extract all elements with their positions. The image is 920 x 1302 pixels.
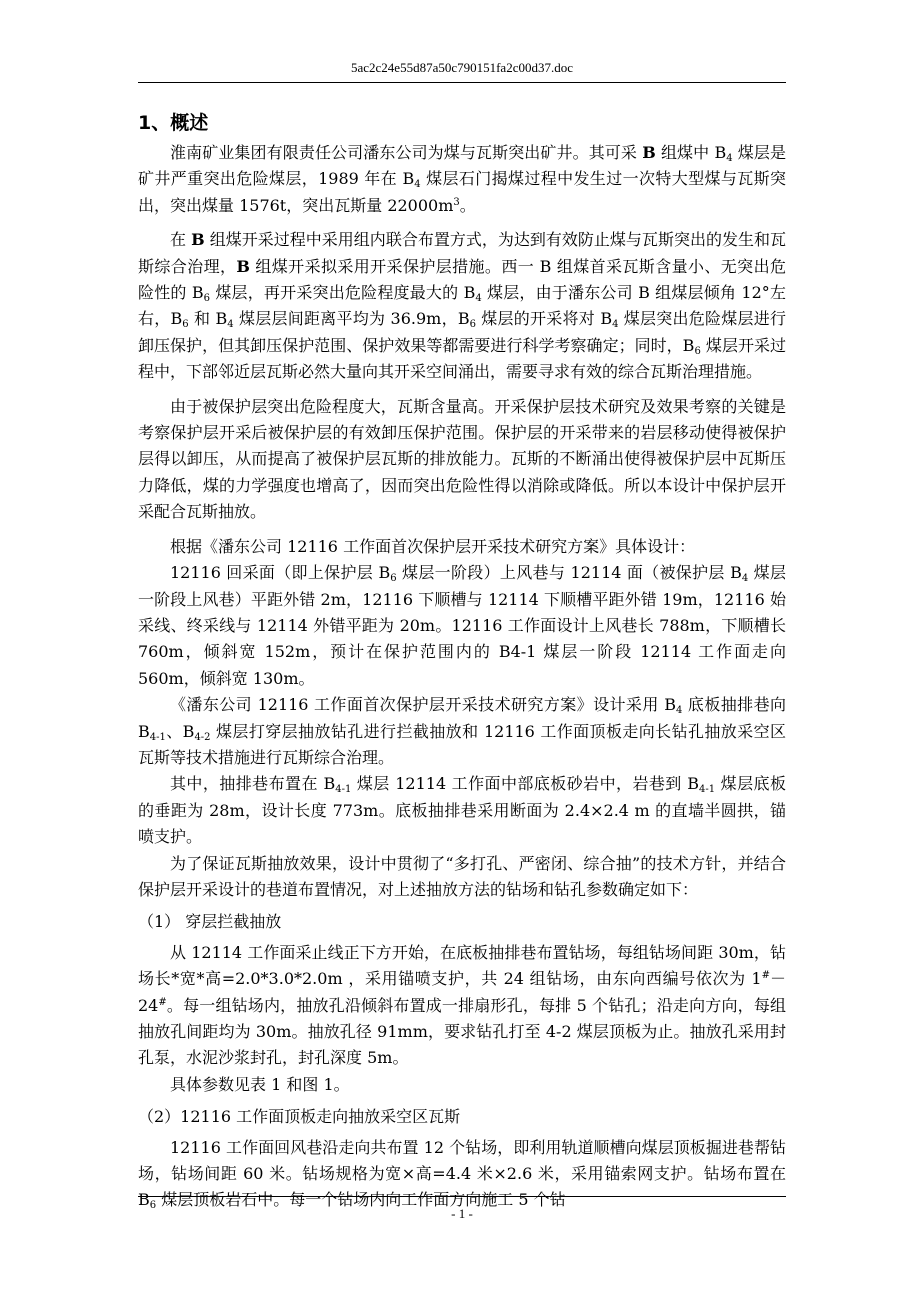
document-header: 5ac2c24e55d87a50c790151fa2c00d37.doc <box>350 60 573 75</box>
document-body <box>138 110 786 1214</box>
paragraph-10: 具体参数见表 1 和图 1。 <box>170 1074 350 1094</box>
paragraph-4: 根据《潘东公司 12116 工作面首次保护层开采技术研究方案》具体设计： <box>170 536 696 556</box>
paragraph-11: 12116 工作面回风巷沿走向共布置 12 个钻场，即利用轨道顺槽向煤层顶板掘进巷帮钻场，钻场间距 60 米。钻场规格为宽×高=4.4 米×2.6 米，采用锚索网支护。钻场布置在 $B_6$ 煤层顶板岩石中。每一个钻场内向工作面方向施工 5 个钻 <box>138 1137 786 1212</box>
section-heading: 1、概述 <box>138 112 209 134</box>
paragraph-3: 由于被保护层突出危险程度大，瓦斯含量高。开采保护层技术研究及效果考察的关键是考察保护层开采后被保护层的有效卸压保护范围。保护层的开采带来的岩层移动使得被保护层得以卸压，从而提高了被保护层瓦斯的排放能力。瓦斯的不断涌出使得被保护层中瓦斯压力降低，煤的力学强度也增高了，因而突出危险性得以消除或降低。所以本设计中保护层开采配合瓦斯抽放。 <box>138 396 786 522</box>
footer-divider <box>138 1196 786 1197</box>
paragraph-7: 其中，抽排巷布置在 $B_{4-1}$ 煤层 12114 工作面中部底板砂岩中，岩巷到 $B_{4-1}$ 煤层底板的垂距为 28m，设计长度 773m。底板抽排巷采用断面为 2.4×2.4 m 的直墙半圆拱，锚喷支护。 <box>138 774 786 847</box>
subsection-1-title: （1） 穿层拦截抽放 <box>138 912 282 932</box>
paragraph-5: 12116 回采面（即上保护层 $B_6$ 煤层一阶段）上风巷与 12114 面（被保护层 $B_4$ 煤层一阶段上风巷）平距外错 2m，12116 下顺槽与 12114 下顺槽平距外错 19m，12116 始采线、终采线与 12114 外错平距为 20m。12116 工作面设计上风巷长 788m，下顺槽长 760m，倾斜宽 152m，预计在保护范围内的 B4-1 煤层一阶段 12114 工作面走向 560m，倾斜宽 130m。 <box>138 563 786 688</box>
paragraph-1: 淮南矿业集团有限责任公司潘东公司为煤与瓦斯突出矿井。其可采 B 组煤中 $B_4$ 煤层是矿井严重突出危险煤层，1989 年在 $B_4$ 煤层石门揭煤过程中发生过一次特大型煤与瓦斯突出，突出煤量 1576t，突出瓦斯量 $22000m^3$。 <box>138 143 786 215</box>
paragraph-9: 从 12114 工作面采止线正下方开始，在底板抽排巷布置钻场，每组钻场间距 30m，钻场长*宽*高=2.0*3.0*2.0m ，采用锚喷支护，共 24 组钻场，由东向西编号依次为 1#－24#。每一组钻场内，抽放孔沿倾斜布置成一排扇形孔，每排 5 个钻孔；沿走向方向，每组抽放孔间距均为 30m。抽放孔径 91mm，要求钻孔打至 4-2 煤层顶板为止。抽放孔采用封孔泵，水泥沙浆封孔，封孔深度 5m。 <box>138 942 786 1068</box>
subsection-2-title: （2）12116 工作面顶板走向抽放采空区瓦斯 <box>138 1107 461 1127</box>
header-divider <box>138 82 786 83</box>
page-number: - 1 - <box>451 1206 473 1221</box>
paragraph-8: 为了保证瓦斯抽放效果，设计中贯彻了“多打孔、严密闭、综合抽”的技术方针，并结合保护层开采设计的巷道布置情况，对上述抽放方法的钻场和钻孔参数确定如下： <box>138 853 786 899</box>
paragraph-6: 《潘东公司 12116 工作面首次保护层开采技术研究方案》设计采用 $B_4$ 底板抽排巷向 $B_{4-1}$、$B_{4-2}$ 煤层打穿层抽放钻孔进行拦截抽放和 12116 工作面顶板走向长钻孔抽放采空区瓦斯等技术措施进行瓦斯综合治理。 <box>138 695 786 767</box>
paragraph-2: 在 B 组煤开采过程中采用组内联合布置方式，为达到有效防止煤与瓦斯突出的发生和瓦斯综合治理，B 组煤开采拟采用开采保护层措施。西一 B 组煤首采瓦斯含量小、无突出危险性的 $B_6$ 煤层，再开采突出危险程度最大的 $B_4$ 煤层，由于潘东公司 B 组煤层倾角 12°左右，$B_6$ 和 $B_4$ 煤层层间距离平均为 36.9m，$B_6$ 煤层的开采将对 $B_4$ 煤层突出危险煤层进行卸压保护，但其卸压保护范围、保护效果等都需要进行科学考察确定；同时，$B_6$ 煤层开采过程中，下部邻近层瓦斯必然大量向其开采空间涌出，需要寻求有效的综合瓦斯治理措施。 <box>138 230 786 382</box>
